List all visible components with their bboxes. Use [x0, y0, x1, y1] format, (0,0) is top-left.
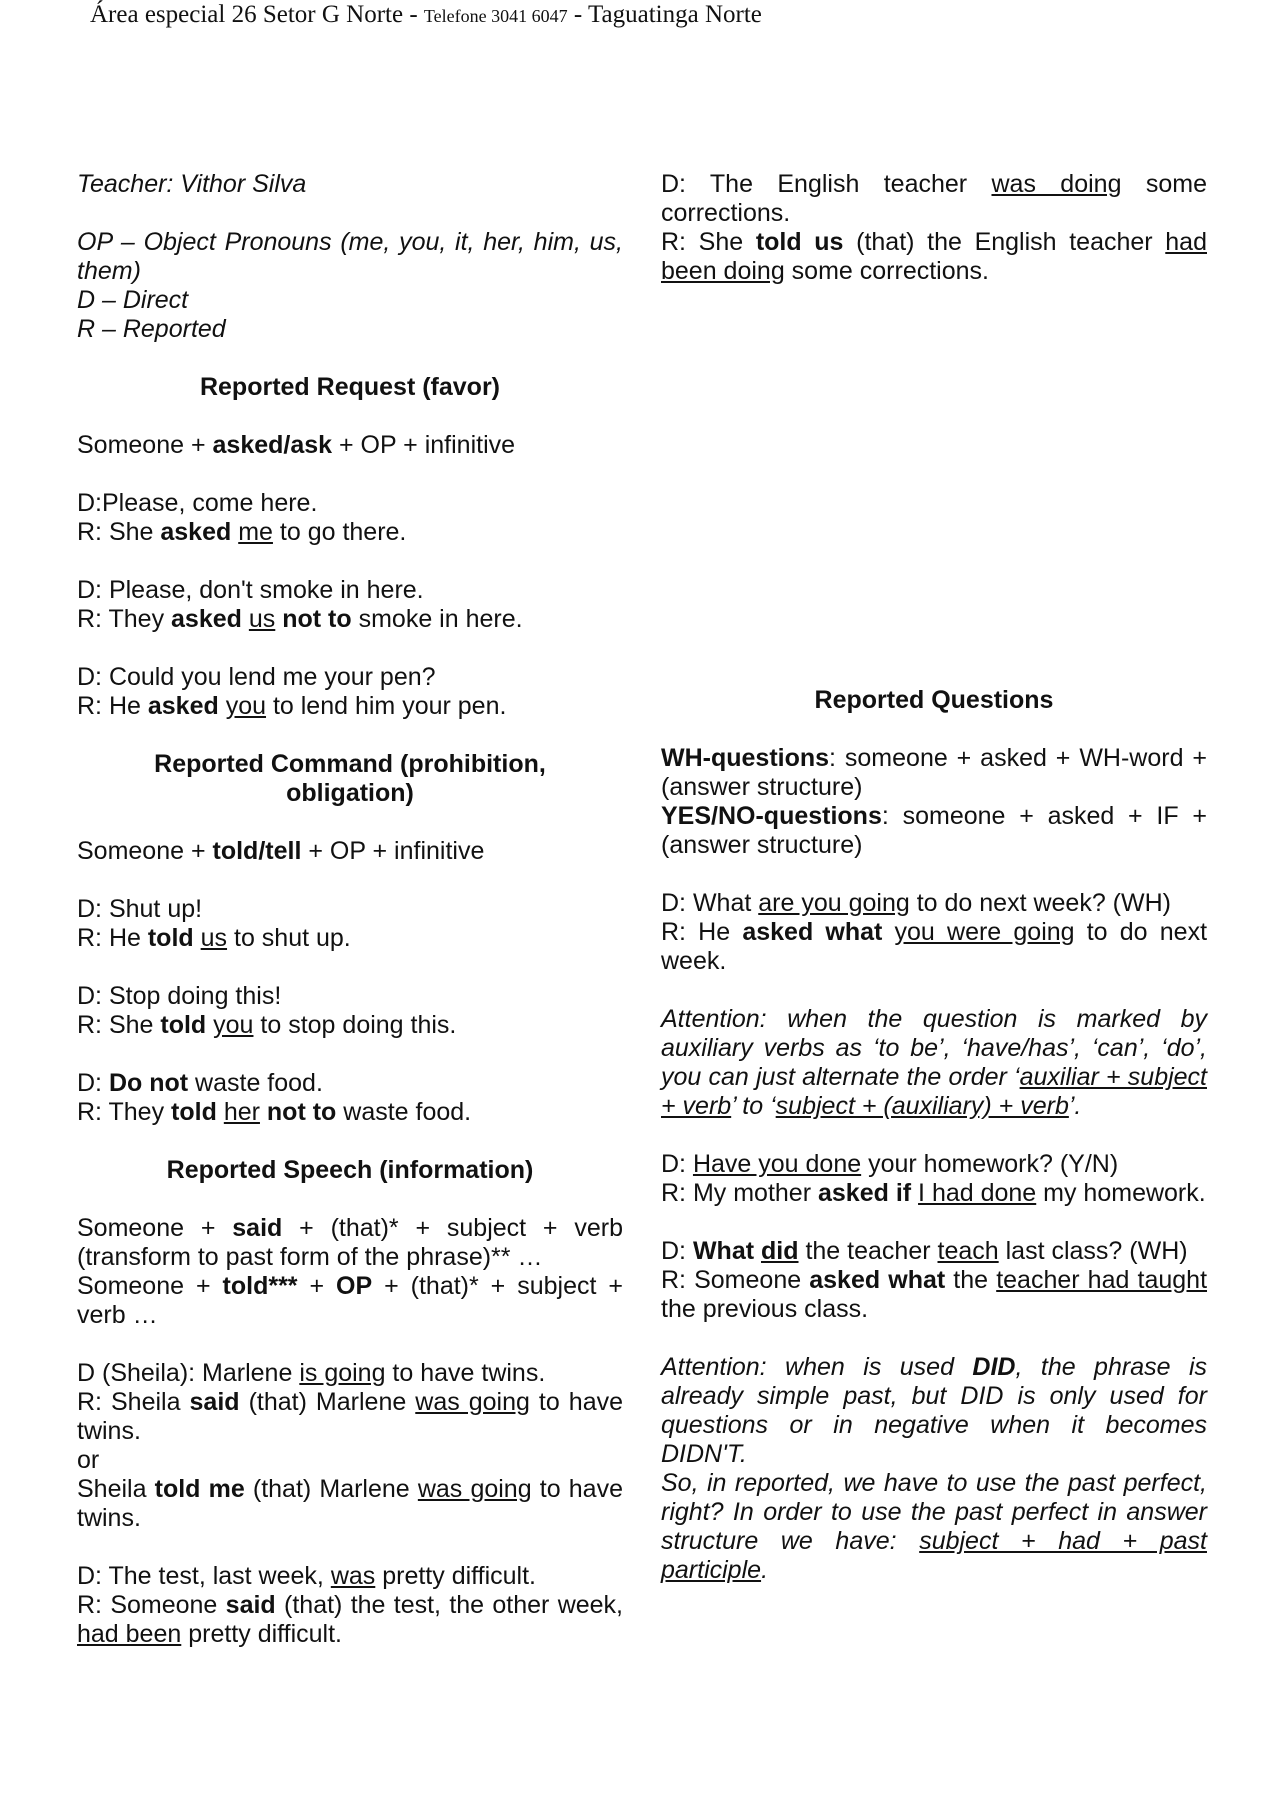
speech-ex3-direct: D: The English teacher was doing some corrections.	[661, 170, 1207, 227]
section-title-speech: Reported Speech (information)	[166, 1156, 534, 1184]
questions-attention-past-perfect: So, in reported, we have to use the past perfect, right? In order to use the past perfect in answer structure we have: subject + had + past participle.	[661, 1469, 1207, 1584]
legend-reported: R – Reported	[77, 315, 226, 343]
section-title-command: Reported Command (prohibition, obligation)	[154, 750, 546, 807]
request-formula: Someone + asked/ask + OP + infinitive	[77, 431, 516, 459]
command-ex2-reported: R: She told you to stop doing this.	[77, 1011, 457, 1039]
request-ex2-reported: R: They asked us not to smoke in here.	[77, 605, 523, 633]
speech-formula-told: Someone + told*** + OP + (that)* + subject + verb …	[77, 1272, 623, 1329]
request-ex1-reported: R: She asked me to go there.	[77, 518, 407, 546]
speech-ex1-direct: D (Sheila): Marlene is going to have twins.	[77, 1359, 546, 1387]
speech-formula-said: Someone + said + (that)* + subject + verb (transform to past form of the phrase)** …	[77, 1214, 623, 1271]
left-column	[77, 170, 623, 1649]
command-ex1-direct: D: Shut up!	[77, 895, 203, 923]
command-ex1-reported: R: He told us to shut up.	[77, 924, 351, 952]
speech-ex2-reported: R: Someone said (that) the test, the other week, had been pretty difficult.	[77, 1591, 624, 1648]
questions-ex1-direct: D: What are you going to do next week? (WH)	[661, 889, 1171, 917]
command-formula: Someone + told/tell + OP + infinitive	[77, 837, 485, 865]
header-address: Área especial 26 Setor G Norte -	[90, 1, 424, 28]
section-title-questions: Reported Questions	[814, 686, 1054, 714]
request-ex2-direct: D: Please, don't smoke in here.	[77, 576, 424, 604]
speech-ex1-told: Sheila told me (that) Marlene was going to have twins.	[77, 1475, 623, 1532]
speech-ex2-direct: D: The test, last week, was pretty difficult.	[77, 1562, 536, 1590]
legend-op: OP – Object Pronouns (me, you, it, her, him, us, them)	[77, 228, 623, 285]
request-ex3-direct: D: Could you lend me your pen?	[77, 663, 436, 691]
page-header	[90, 0, 762, 31]
speech-ex1-reported: R: Sheila said (that) Marlene was going to have twins.	[77, 1388, 624, 1445]
questions-attention-did: Attention: when is used DID, the phrase is already simple past, but DID is only used for questions or in negative when it becomes DIDN'T.	[661, 1353, 1207, 1468]
request-ex1-direct: D:Please, come here.	[77, 489, 318, 517]
questions-ex3-direct: D: What did the teacher teach last class? (WH)	[661, 1237, 1188, 1265]
header-phone: Telefone 3041 6047	[423, 6, 568, 26]
command-ex2-direct: D: Stop doing this!	[77, 982, 282, 1010]
questions-yn-rule: YES/NO-questions: someone + asked + IF + (answer structure)	[661, 802, 1207, 859]
questions-ex3-reported: R: Someone asked what the teacher had taught the previous class.	[661, 1266, 1208, 1323]
command-ex3-reported: R: They told her not to waste food.	[77, 1098, 472, 1126]
request-ex3-reported: R: He asked you to lend him your pen.	[77, 692, 507, 720]
command-ex3-direct: D: Do not waste food.	[77, 1069, 323, 1097]
questions-attention-aux: Attention: when the question is marked by auxiliary verbs as ‘to be’, ‘have/has’, ‘can’, ‘do’, you can just alternate the order ‘auxiliar + subject + verb’ to ‘subject + (auxiliary) + verb’.	[661, 1005, 1207, 1120]
speech-ex3-reported: R: She told us (that) the English teacher had been doing some corrections.	[661, 228, 1207, 285]
header-city: - Taguatinga Norte	[567, 1, 762, 28]
speech-or: or	[77, 1446, 100, 1474]
right-column	[661, 170, 1207, 1585]
legend-direct: D – Direct	[77, 286, 189, 314]
section-title-request: Reported Request (favor)	[199, 373, 501, 401]
questions-ex2-reported: R: My mother asked if I had done my homework.	[661, 1179, 1206, 1207]
questions-ex2-direct: D: Have you done your homework? (Y/N)	[661, 1150, 1119, 1178]
questions-ex1-reported: R: He asked what you were going to do next week.	[661, 918, 1208, 975]
questions-wh-rule: WH-questions: someone + asked + WH-word + (answer structure)	[661, 744, 1207, 801]
teacher-name: Teacher: Vithor Silva	[77, 170, 307, 198]
